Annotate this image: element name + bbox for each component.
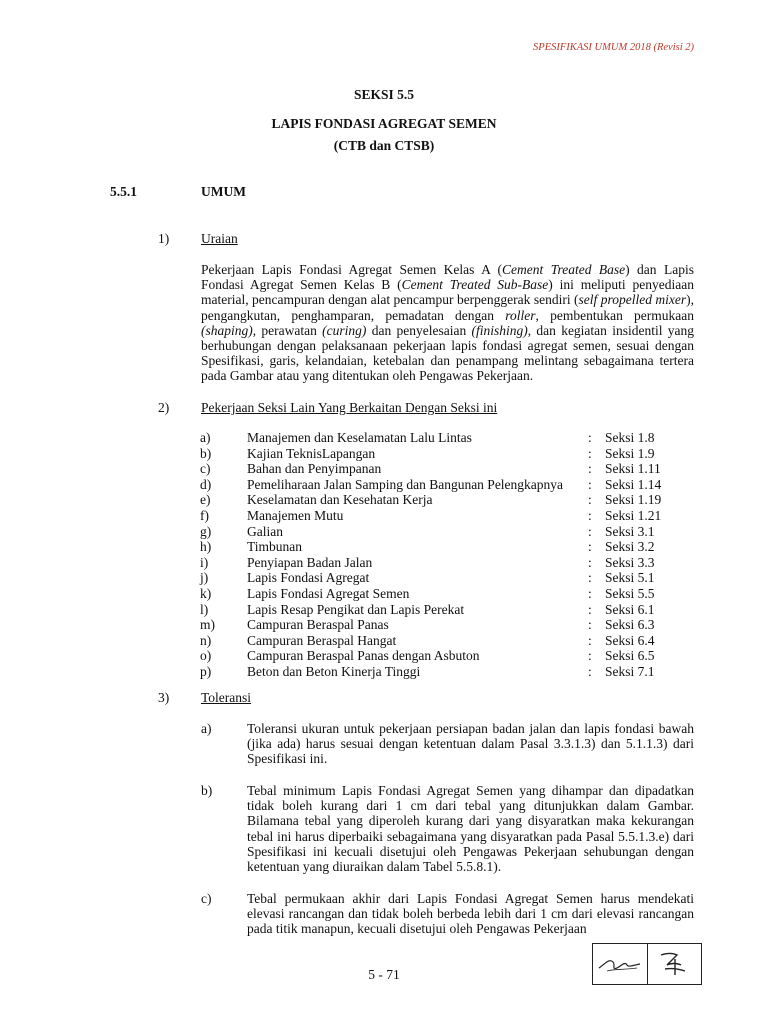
subsection-number: 5.5.1	[110, 184, 137, 199]
related-section-letter: j)	[200, 570, 209, 586]
related-section-ref: Seksi 3.3	[605, 554, 655, 570]
related-section-ref: Seksi 6.4	[605, 632, 655, 648]
related-section-ref: Seksi 7.1	[605, 664, 655, 679]
related-section-colon: :	[588, 461, 592, 477]
related-section-row	[200, 617, 670, 633]
related-section-letter: m)	[200, 617, 215, 633]
related-section-ref: Seksi 1.9	[605, 445, 655, 461]
related-section-ref: Seksi 1.21	[605, 508, 662, 523]
related-section-ref: Seksi 6.3	[605, 617, 655, 633]
related-section-row	[200, 539, 670, 555]
related-section-ref: Seksi 1.8	[605, 430, 655, 445]
related-section-row	[200, 602, 670, 618]
related-section-name: Lapis Resap Pengikat dan Lapis Perekat	[247, 601, 465, 617]
related-section-letter: e)	[200, 492, 211, 508]
item-1-number: 1)	[158, 231, 170, 246]
related-section-colon: :	[588, 508, 592, 523]
related-section-letter: c)	[200, 461, 211, 477]
related-section-name: Lapis Fondasi Agregat	[247, 570, 370, 586]
section-number: SEKSI 5.5	[353, 87, 415, 102]
related-section-row	[200, 508, 670, 524]
related-section-colon: :	[588, 570, 592, 586]
related-section-name: Galian	[247, 523, 283, 539]
related-section-row	[200, 524, 670, 540]
related-section-colon: :	[588, 586, 592, 601]
related-section-letter: o)	[200, 648, 212, 664]
related-section-colon: :	[588, 445, 592, 461]
related-section-colon: :	[588, 523, 592, 539]
related-section-letter: d)	[200, 476, 212, 492]
related-section-letter: n)	[200, 632, 212, 648]
related-section-colon: :	[588, 601, 592, 617]
tolerance-a-text: Toleransi ukuran untuk pekerjaan persiapan badan jalan dan lapis fondasi bawah (jika ada) harus sesuai dengan ketentuan dalam Pasal 3.3.1.3) dan 5.1.1.3) dari Spesifikasi ini.	[247, 721, 694, 767]
item-1-heading: Uraian	[201, 231, 238, 246]
related-section-row	[200, 570, 670, 586]
signature-divider	[647, 944, 648, 984]
related-section-name: Campuran Beraspal Panas	[247, 617, 389, 633]
related-section-letter: a)	[200, 430, 211, 445]
related-section-row	[200, 477, 670, 493]
item-2-heading: Pekerjaan Seksi Lain Yang Berkaitan Dengan Seksi ini	[201, 400, 498, 415]
page-number: 5 - 71	[368, 967, 400, 982]
related-section-colon: :	[588, 554, 592, 570]
item-3-number: 3)	[158, 690, 170, 705]
tolerance-c-letter: c)	[201, 891, 212, 906]
related-section-letter: k)	[200, 586, 212, 601]
signature-box	[592, 943, 702, 985]
related-section-name: Keselamatan dan Kesehatan Kerja	[247, 492, 433, 508]
related-section-letter: g)	[200, 523, 212, 539]
item-3-heading: Toleransi	[201, 690, 252, 705]
related-section-row	[200, 446, 670, 462]
related-section-colon: :	[588, 476, 592, 492]
tolerance-b-text: Tebal minimum Lapis Fondasi Agregat Semen yang dihampar dan dipadatkan tidak boleh kurang dari 1 cm dari tebal yang ditunjukkan dalam Gambar. Bilamana tebal yang diperoleh kurang dari yang disyaratkan maka kekurangan tebal ini harus diperbaiki sebagaimana yang disyaratkan pada Pasal 5.5.1.3.e) dari Spesifikasi ini kecuali disetujui oleh Pengawas Pekerjaan sehubungan dengan ketentuan yang diuraikan dalam Tabel 5.5.8.1).	[247, 783, 694, 875]
related-section-ref: Seksi 3.2	[605, 539, 655, 555]
related-section-name: Kajian TeknisLapangan	[247, 445, 376, 461]
related-section-letter: b)	[200, 445, 212, 461]
related-section-name: Manajemen dan Keselamatan Lalu Lintas	[247, 430, 472, 445]
related-section-colon: :	[588, 539, 592, 555]
related-section-name: Timbunan	[247, 539, 303, 555]
related-section-row	[200, 664, 670, 680]
related-section-row	[200, 648, 670, 664]
related-section-name: Campuran Beraspal Hangat	[247, 632, 397, 648]
item-2-number: 2)	[158, 400, 170, 415]
related-section-ref: Seksi 3.1	[605, 523, 655, 539]
related-section-name: Bahan dan Penyimpanan	[247, 461, 382, 477]
related-section-name: Lapis Fondasi Agregat Semen	[247, 586, 410, 601]
related-section-colon: :	[588, 617, 592, 633]
related-section-row	[200, 461, 670, 477]
related-section-name: Pemeliharaan Jalan Samping dan Bangunan Pelengkapnya	[247, 476, 564, 492]
related-section-letter: h)	[200, 539, 212, 555]
tolerance-c-text: Tebal permukaan akhir dari Lapis Fondasi Agregat Semen harus mendekati elevasi rancangan dan tidak boleh berbeda lebih dari 1 cm dari elevasi rancangan pada titik manapun, kecuali disetujui oleh Pengawas Pekerjaan	[247, 891, 694, 937]
related-section-row	[200, 555, 670, 571]
related-section-ref: Seksi 5.5	[605, 586, 655, 601]
running-header: SPESIFIKASI UMUM 2018 (Revisi 2)	[533, 42, 694, 53]
related-section-ref: Seksi 6.5	[605, 648, 655, 664]
section-subtitle: (CTB dan CTSB)	[333, 138, 435, 153]
related-section-name: Campuran Beraspal Panas dengan Asbuton	[247, 648, 480, 664]
related-section-letter: l)	[200, 601, 209, 617]
related-section-colon: :	[588, 664, 592, 679]
item-1-paragraph: Pekerjaan Lapis Fondasi Agregat Semen Kelas A (Cement Treated Base) dan Lapis Fondasi Agregat Semen Kelas B (Cement Treated Sub-Base) ini meliputi penyediaan material, pencampuran dengan alat pencampur berpenggerak sendiri (self propelled mixer), pengangkutan, penghamparan, pemadatan dengan roller, pembentukan permukaan (shaping), perawatan (curing) dan penyelesaian (finishing), dan kegiatan insidentil yang berhubungan dengan pelaksanaan pekerjaan lapis fondasi agregat semen, sesuai dengan Spesifikasi, garis, kelandaian, ketebalan dan penampang melintang sebagaimana tertera pada Gambar atau yang ditentukan oleh Pengawas Pekerjaan.	[201, 262, 694, 384]
related-section-colon: :	[588, 632, 592, 648]
related-section-ref: Seksi 6.1	[605, 601, 655, 617]
tolerance-b-letter: b)	[201, 783, 213, 798]
related-section-ref: Seksi 1.19	[605, 492, 662, 508]
related-section-colon: :	[588, 648, 592, 664]
related-section-row	[200, 430, 670, 446]
related-section-name: Manajemen Mutu	[247, 508, 344, 523]
related-section-row	[200, 586, 670, 602]
related-section-letter: p)	[200, 664, 212, 679]
related-section-row	[200, 492, 670, 508]
related-section-letter: f)	[200, 508, 209, 523]
subsection-title: UMUM	[201, 184, 246, 199]
tolerance-a-letter: a)	[201, 721, 212, 736]
signature-mark-right	[653, 949, 695, 979]
related-section-row	[200, 633, 670, 649]
signature-mark-left	[597, 952, 643, 976]
related-section-letter: i)	[200, 554, 209, 570]
related-section-colon: :	[588, 430, 592, 445]
related-section-ref: Seksi 1.14	[605, 476, 662, 492]
related-section-ref: Seksi 5.1	[605, 570, 655, 586]
related-section-ref: Seksi 1.11	[605, 461, 661, 477]
related-section-name: Beton dan Beton Kinerja Tinggi	[247, 664, 421, 679]
related-section-name: Penyiapan Badan Jalan	[247, 554, 373, 570]
section-title: LAPIS FONDASI AGREGAT SEMEN	[271, 116, 497, 131]
related-section-colon: :	[588, 492, 592, 508]
